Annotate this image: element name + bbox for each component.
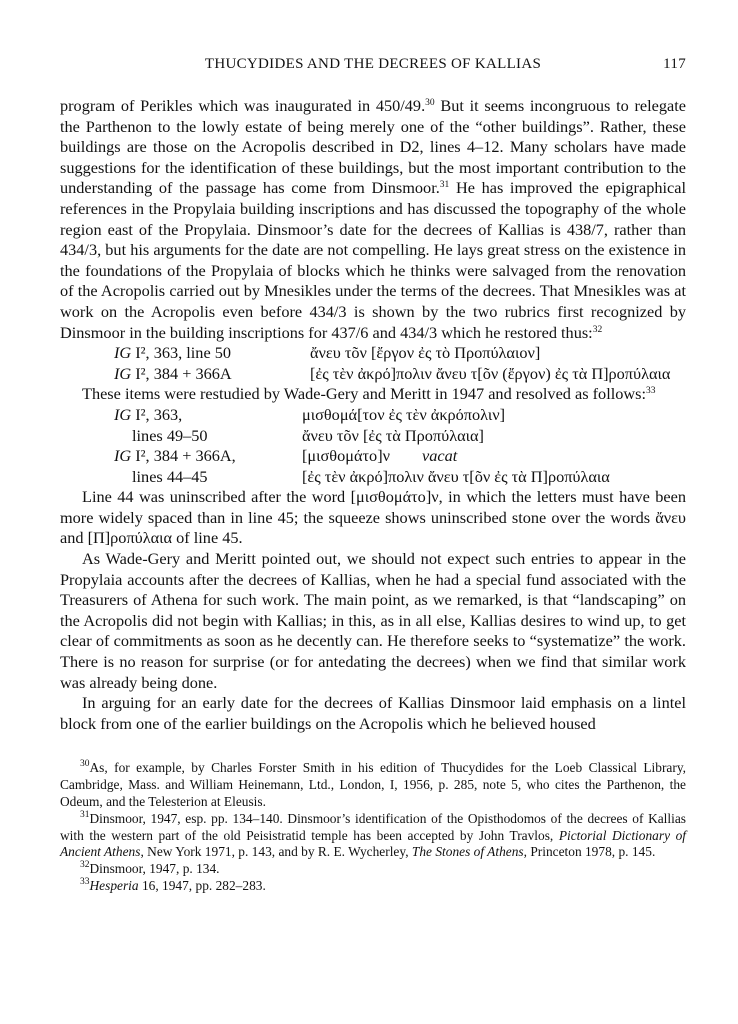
ref-text: I², 384 + 366A xyxy=(131,363,232,383)
running-title: THUCYDIDES AND THE DECREES OF KALLIAS xyxy=(204,56,542,72)
greek-text: ἄνευ τõν [ἐς τὰ Προπύλαια] xyxy=(302,425,484,445)
footnote-ref-32[interactable]: 32 xyxy=(592,324,603,335)
footnote-text: Dinsmoor, 1947, p. 134. xyxy=(89,861,220,877)
footnote-text: Dinsmoor, 1947, esp. pp. 134–140. Dinsmoor’s identification of the Opisthodomos of the decrees of Kallias with the western part of the old Peisistratid temple has been accepted by John Travlos, xyxy=(60,810,686,843)
inscription-row xyxy=(60,405,686,426)
inscription-block-2 xyxy=(60,405,686,487)
ig-abbrev: IG xyxy=(114,404,132,424)
ref-text: I², 384 + 366A, xyxy=(131,446,236,466)
footnote-33 xyxy=(60,878,686,895)
text-span: He has improved the epigraphical references in the Propylaia building inscriptions and has discussed the topography of the whole region east of the Propylaia. Dinsmoor’s date for the decrees of Kallias is 438/7, rather than 434/3, but his arguments for the date are not compelling. He lays great stress on the existence in the foundations of the Propylaia of blocks which he thinks were salvaged from the renovation of the Acropolis carried out by Mnesikles under the terms of the decrees. That Mnesikles was at work on the Acropolis even before 434/3 is shown by the two rubrics first recognized by Dinsmoor in the building inscriptions for 437/6 and 434/3 which he restored thus: xyxy=(60,178,686,342)
inscription-row xyxy=(60,364,686,385)
footnote-text: As, for example, by Charles Forster Smith in his edition of Thucydides for the Loeb Classical Library, Cambridge, Mass. and William Heinemann, Ltd., London, I, 1956, p. 285, note 5, who cites the Parthenon, the Odeum, and the Telesterion at Eleusis. xyxy=(60,760,686,809)
footnote-text: , Princeton 1978, p. 145. xyxy=(523,844,656,860)
inscription-row xyxy=(60,467,686,488)
inscription-ref xyxy=(60,446,302,467)
inscription-ref xyxy=(60,343,310,364)
ig-abbrev: IG xyxy=(114,363,132,383)
line-ref: lines 49–50 xyxy=(132,425,208,445)
footnote-number: 30 xyxy=(80,759,90,770)
greek-text: [ἐς τὲν ἀκρό]πολιν ἄνευ τ[õν ἐς τὰ Π]ροπύλαια xyxy=(302,466,610,486)
footnote-number: 32 xyxy=(80,860,90,871)
footnotes xyxy=(60,760,686,894)
footnote-ref-33[interactable]: 33 xyxy=(646,386,656,397)
greek-text: [ἐς τὲν ἀκρό]πολιν ἄνευ τ[õν (ἔργον) ἐς τὰ Π]ροπύλαια xyxy=(310,363,671,383)
greek-text: [μισθομάτο]ν xyxy=(302,446,390,466)
footnote-ref-30[interactable]: 30 xyxy=(425,98,435,108)
paragraph-1 xyxy=(60,96,686,343)
ig-abbrev: IG xyxy=(114,446,132,466)
page-number: 117 xyxy=(663,56,686,72)
text-span: These items were restudied by Wade-Gery and Meritt in 1947 and resolved as follows: xyxy=(82,384,647,404)
footnote-32 xyxy=(60,861,686,878)
inscription-row xyxy=(60,426,686,447)
ref-text: I², 363, line 50 xyxy=(131,343,232,363)
journal-title: Hesperia xyxy=(89,877,139,893)
text-span: But it seems incongruous to relegate the Parthenon to the lowly estate of being merely one of the “other buildings”. Rather, these buildings are those on the Acropolis described in D2, lines 4–12. Many scholars have made suggestions for the identification of these buildings, but the most important contribution to the understanding of the passage has come from Dinsmoor. xyxy=(60,96,686,198)
footnote-number: 33 xyxy=(80,876,90,887)
paragraph-4: As Wade-Gery and Meritt pointed out, we should not expect such entries to appear in the Propylaia accounts after the decrees of Kallias, when he had a special fund associated with the Treasurers of Athena for such work. The main point, as we remarked, is that “landscaping” on the Acropolis did not begin with Kallias; in this, as in all else, Kallias desires to wind up, to get clear of commitments as soon as he decently can. He therefore seeks to “systematize” the work. There is no reason for surprise (or for antedating the decrees) when we find that similar work was already being done. xyxy=(60,549,686,692)
text-span: Line 44 was uninscribed after the word xyxy=(82,487,351,507)
page xyxy=(60,56,686,895)
footnote-text: , New York 1971, p. 143, and by R. E. Wycherley, xyxy=(140,844,412,860)
inscription-ref xyxy=(60,405,302,426)
text-span: and xyxy=(60,528,88,548)
footnote-text: 16, 1947, pp. 282–283. xyxy=(138,877,266,893)
greek-word: [μισθομάτο]ν xyxy=(350,487,439,507)
greek-word: ἄνευ xyxy=(655,507,686,527)
paragraph-2 xyxy=(60,384,686,405)
footnote-30 xyxy=(60,760,686,810)
footnote-ref-31[interactable]: 31 xyxy=(439,180,450,191)
greek-word: [Π]ροπύλαια xyxy=(87,528,173,548)
paragraph-3 xyxy=(60,487,686,549)
ig-abbrev: IG xyxy=(114,343,132,363)
paragraph-5: In arguing for an early date for the decrees of Kallias Dinsmoor laid emphasis on a lintel block from one of the earlier buildings on the Acropolis which he believed housed xyxy=(60,693,686,733)
inscription-row xyxy=(60,343,686,364)
book-title: Pictorial Dictionary of Ancient Athens xyxy=(60,827,686,860)
line-ref: lines 44–45 xyxy=(132,466,208,486)
greek-text: ἄνευ τõν [ἔργον ἐς τὸ Προπύλαιον] xyxy=(310,343,541,363)
greek-text: μισθομά[τον ἐς τὲν ἀκρόπολιν] xyxy=(302,404,506,424)
text-span: of line 45. xyxy=(172,528,243,548)
inscription-row xyxy=(60,446,686,467)
running-header xyxy=(60,56,686,82)
footnote-number: 31 xyxy=(80,809,90,820)
body-text xyxy=(60,96,686,734)
vacat-label: vacat xyxy=(422,446,458,466)
inscription-ref xyxy=(60,364,310,385)
ref-text: I², 363, xyxy=(131,404,183,424)
text-span: , in which the letters must have been more widely spaced than in line 45; the squeeze shows uninscribed stone over the words xyxy=(60,487,686,527)
inscription-block-1 xyxy=(60,343,686,384)
book-title: The Stones of Athens xyxy=(411,844,524,860)
footnote-31 xyxy=(60,811,686,861)
text-span: program of Perikles which was inaugurated in 450/49. xyxy=(60,96,426,115)
